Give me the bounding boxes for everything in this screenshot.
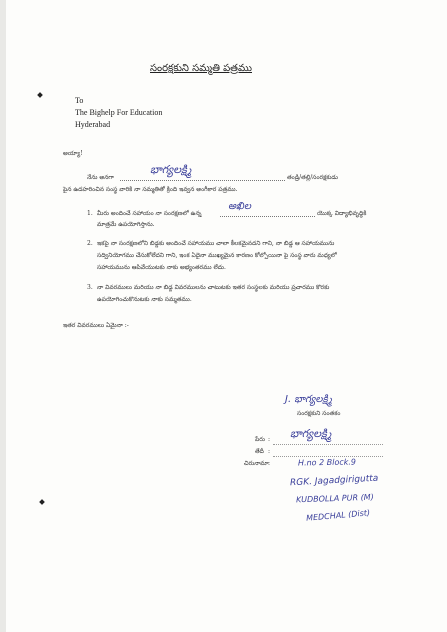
guardian-name-handwritten: భాగ్యలక్ష్మి — [150, 163, 192, 176]
address-city: Hyderabad — [75, 120, 111, 129]
punch-hole-mark — [37, 92, 43, 98]
address-line-4-handwritten: MEDCHAL (Dist) — [305, 508, 371, 523]
address-colon: : — [268, 460, 271, 467]
name-fill-line — [273, 444, 383, 445]
other-details-label: ఇతర వివరములు ఏమైనా :- — [63, 322, 129, 329]
page-title: సంరక్షకుని సమ్మతి పత్రము — [150, 63, 252, 74]
address-line-2-handwritten: RGK. Jagadgirigutta — [289, 473, 379, 489]
name-handwritten: భాగ్యలక్ష్మి — [290, 427, 332, 440]
address-org: The Bighelp For Education — [75, 108, 163, 117]
punch-hole-mark — [39, 499, 45, 505]
point-3-line1: నా వివరములు మరియు నా బిడ్డ వివరములను చాటుటకు ఇతర సంస్థలకు మరియు ప్రచారము కొరకు — [97, 284, 330, 291]
address-line-3-handwritten: KUDBOLLA PUR (M) — [295, 492, 374, 505]
salutation: అయ్యా! — [63, 150, 83, 157]
address-to: To — [75, 96, 84, 105]
point-3-line2: ఉపయోగించుకొనుటకు నాకు సమ్మతము. — [97, 296, 192, 303]
intro-prefix: నేను అనగా — [87, 174, 114, 181]
address-line-1-handwritten: H.no 2 Block.9 — [297, 457, 357, 468]
intro-line2: పైన ఉదహరించిన సంస్థ వారికి నా సమ్మతితో క్రింది ఇవ్వన అంగీకార పత్రము. — [63, 186, 238, 193]
point-2-number: 2. — [87, 240, 93, 247]
child-name-handwritten: అఖిల — [228, 201, 251, 212]
point-1-number: 1. — [87, 210, 93, 217]
date-label: తేదీ — [255, 448, 264, 455]
guardian-name-fill-line — [120, 180, 285, 181]
page-edge-shadow — [0, 0, 6, 632]
address-label: చిరునామా — [244, 460, 269, 467]
date-fill-line — [273, 456, 383, 457]
intro-suffix: తండ్రి/తల్లి/సంరక్షకుడు — [287, 174, 338, 181]
point-2-line2: సద్వినియోగము చేసుకోలేదని గాని, ఇంక ఏదైనా ముఖ్యమైన కారణం కోల్పోయినా పై సంస్థ వారు మధ్యలో — [97, 252, 337, 259]
point-1-suffix: యొక్క విద్యాభివృద్ధికి — [317, 210, 367, 217]
name-label: పేరు — [255, 436, 265, 443]
date-colon: : — [268, 448, 271, 455]
signature-label: సంరక్షకుని సంతకం — [297, 410, 341, 417]
point-1-prefix: మీరు అందించే సహాయం నా సంరక్షణలో ఉన్న — [97, 210, 202, 217]
point-1-line2: మాత్రమే ఉపయోగిస్తాను. — [97, 221, 155, 228]
point-3-number: 3. — [87, 284, 93, 291]
name-colon: : — [268, 436, 271, 443]
point-2-line1: ఇకపై నా సంరక్షణలోని బిడ్డకు అందించే సహాయము చాలా కీలకమైనదని గాని, నా బిడ్డ ఆ సహాయమును — [97, 240, 335, 247]
child-name-fill-line — [220, 216, 315, 217]
point-2-line3: సహాయమును ఆపివేయుటకు నాకు అభ్యంతరము లేదు. — [97, 264, 226, 271]
guardian-signature-handwritten: J. భాగ్యలక్ష్మి — [285, 394, 332, 405]
